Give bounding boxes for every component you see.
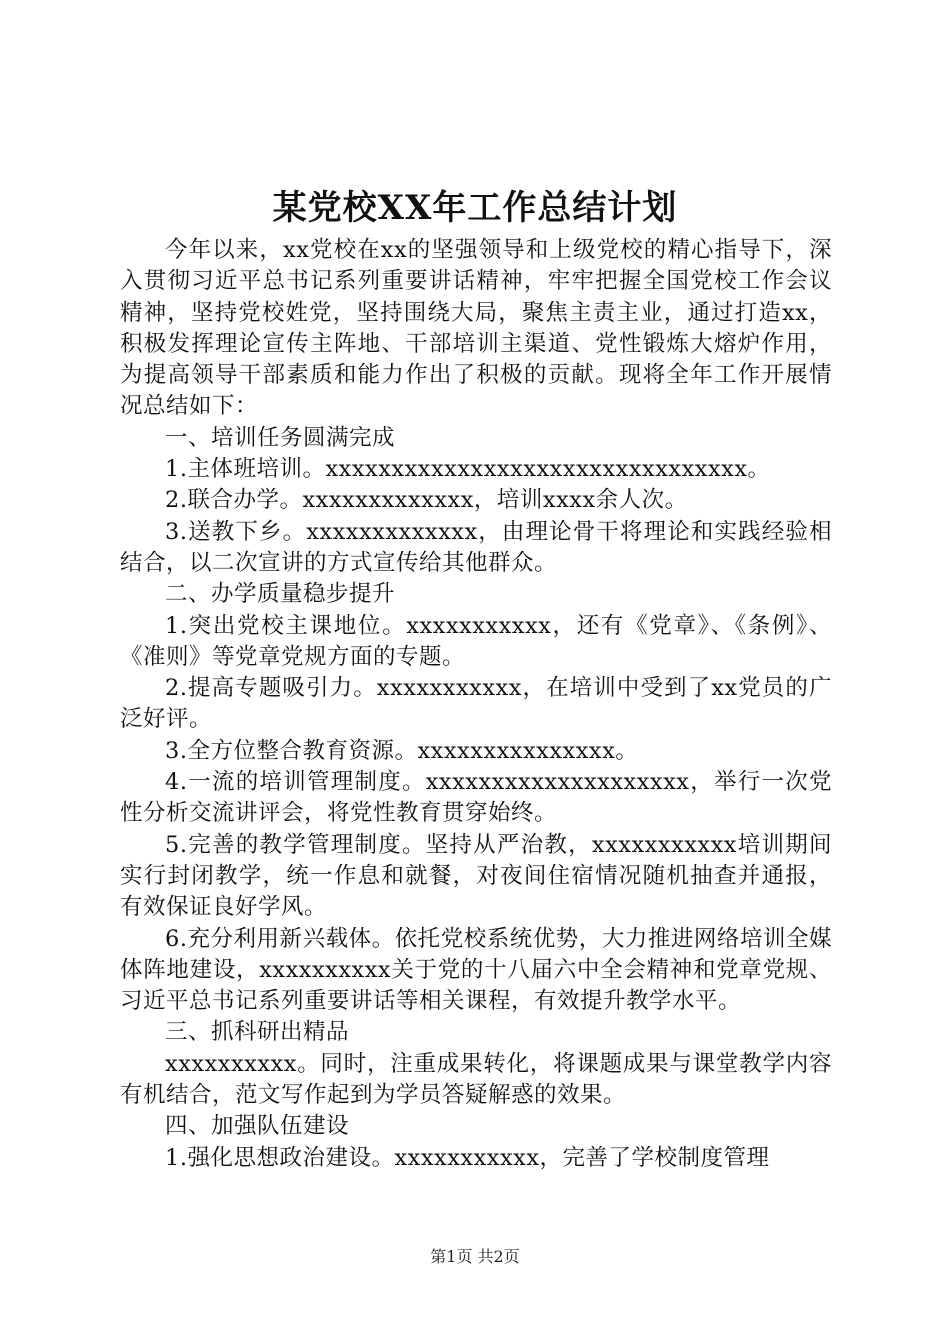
paragraph-item: 1.主体班培训。xxxxxxxxxxxxxxxxxxxxxxxxxxxxxxxx。 [165,456,771,483]
paragraph-item: xxxxxxxxxx。同时，注重成果转化，将课题成果与课堂教学内容有机结合，范文写作起到为学员答疑解惑的效果。 [120,1050,832,1109]
section-heading-research: 三、抓科研出精品 [165,1019,350,1046]
paragraph-item: 3.送教下乡。xxxxxxxxxxxxx，由理论骨干将理论和实践经验相结合，以二次宣讲的方式宣传给其他群众。 [120,518,832,576]
paragraph-item: 1.强化思想政治建设。xxxxxxxxxxx，完善了学校制度管理 [165,1144,770,1171]
section-heading-quality: 二、办学质量稳步提升 [165,581,396,608]
paragraph-item: 2.联合办学。xxxxxxxxxxxxx，培训xxxx余人次。 [165,487,688,514]
section-heading-team: 四、加强队伍建设 [165,1113,350,1140]
paragraph-item: 3.全方位整合教育资源。xxxxxxxxxxxxxxx。 [165,737,639,764]
paragraph-intro: 今年以来，xx党校在xx的坚强领导和上级党校的精心指导下，深入贯彻习近平总书记系列重要讲话精神，牢牢把握全国党校工作会议精神，坚持党校姓党，坚持围绕大局，聚焦主责主业，通过打造xx，积极发挥理论宣传主阵地、干部培训主渠道、党性锻炼大熔炉作用，为提高领导干部素质和能力作出了积极的贡献。现将全年工作开展情况总结如下： [120,237,832,420]
section-heading-training: 一、培训任务圆满完成 [165,424,396,451]
document-body [120,235,832,1174]
document-title: 某党校XX年工作总结计划 [272,188,678,228]
paragraph-item: 6.充分利用新兴载体。依托党校系统优势，大力推进网络培训全媒体阵地建设，xxxxxxxxxx关于党的十八届六中全会精神和党章党规、习近平总书记系列重要讲话等相关课程，有效提升教学水平。 [120,925,832,1015]
paragraph-item: 2.提高专题吸引力。xxxxxxxxxxx，在培训中受到了xx党员的广泛好评。 [120,675,832,733]
page-footer: 第1页 共2页 [430,1247,520,1266]
paragraph-item: 4.一流的培训管理制度。xxxxxxxxxxxxxxxxxxxx，举行一次党性分析交流讲评会，将党性教育贯穿始终。 [120,769,832,827]
paragraph-item: 1.突出党校主课地位。xxxxxxxxxxx，还有《党章》、《条例》、《准则》等党章党规方面的专题。 [120,612,832,670]
paragraph-item: 5.完善的教学管理制度。坚持从严治教，xxxxxxxxxxx培训期间实行封闭教学，统一作息和就餐，对夜间住宿情况随机抽查并通报，有效保证良好学风。 [120,831,832,921]
